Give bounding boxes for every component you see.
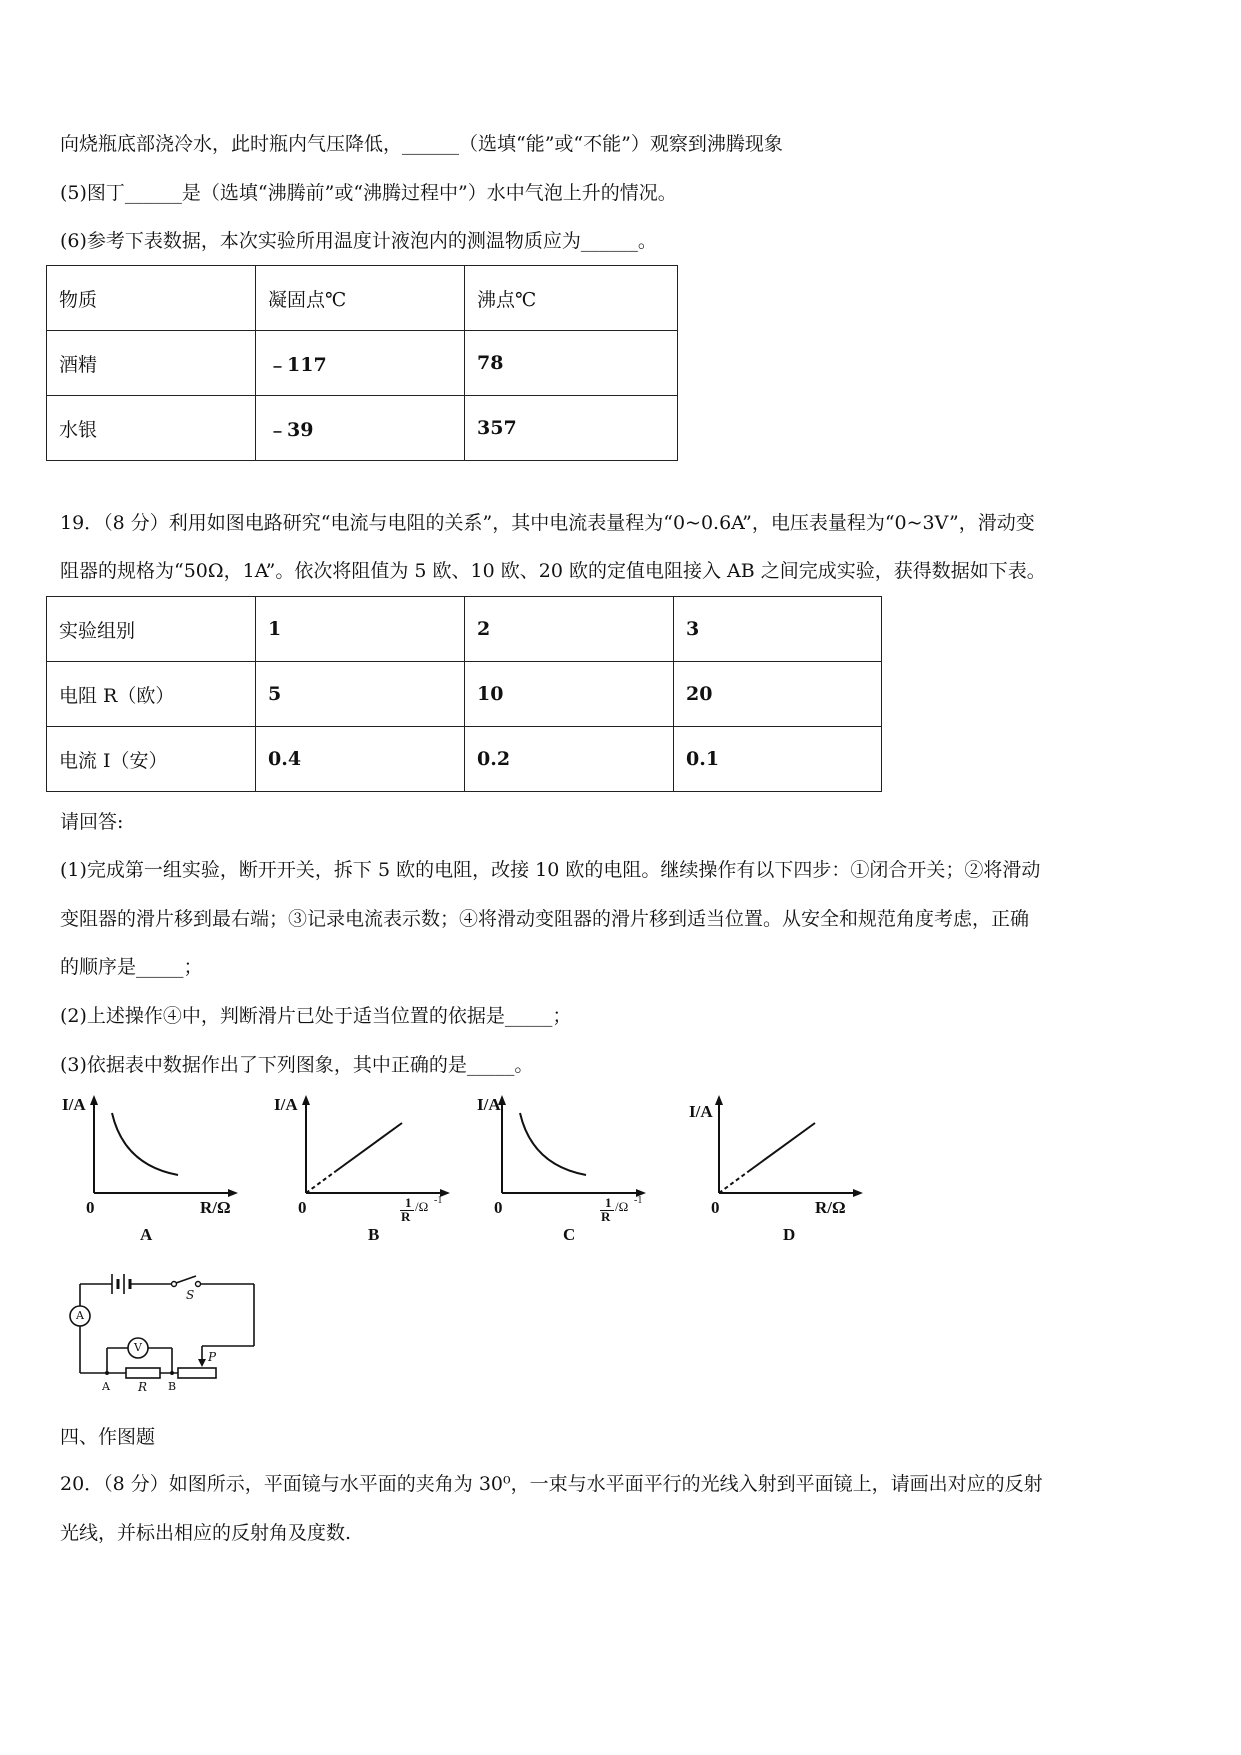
table-cell: 凝固点℃	[256, 266, 465, 331]
dashed-extension	[719, 1171, 749, 1193]
q18-line-2: (5)图丁______是（选填“沸腾前”或“沸腾过程中”）水中气泡上升的情况。	[60, 182, 677, 204]
part1-line-1: (1)完成第一组实验，断开开关，拆下 5 欧的电阻，改接 10 欧的电阻。继续操作有以下四步：①闭合开关；②将滑动	[60, 859, 1041, 881]
table-cell: 电阻 R（欧）	[47, 662, 256, 727]
resistor-label: R	[138, 1380, 148, 1394]
inverse-curve	[520, 1113, 586, 1175]
x-axis-fraction-den: R	[601, 1209, 611, 1224]
x-axis-label: R/Ω	[815, 1198, 846, 1217]
table-row	[47, 597, 882, 662]
substance-table	[46, 265, 678, 461]
graph-letter: D	[783, 1225, 796, 1244]
point-b-label: B	[168, 1380, 177, 1393]
x-axis-label: R/Ω	[200, 1198, 231, 1217]
graph-a-axes	[60, 1095, 250, 1205]
table-cell: ﹣39	[256, 396, 465, 461]
y-axis-label: I/A	[477, 1095, 501, 1114]
table-cell: 沸点℃	[465, 266, 678, 331]
table-cell: 0.4	[256, 727, 465, 792]
graph-b	[272, 1095, 462, 1245]
ammeter-label: A	[76, 1309, 84, 1322]
graph-letter: A	[140, 1225, 153, 1244]
answer-prompt: 请回答:	[60, 811, 124, 833]
table-cell: 实验组别	[47, 597, 256, 662]
q20-line-2: 光线，并标出相应的反射角及度数.	[60, 1522, 352, 1544]
x-axis-unit: /Ω	[615, 1199, 629, 1214]
part3-line: (3)依据表中数据作出了下列图象，其中正确的是_____。	[60, 1054, 534, 1076]
table-cell: 0.1	[674, 727, 882, 792]
x-axis-fraction-den: R	[401, 1209, 411, 1224]
rheostat	[178, 1368, 216, 1378]
graph-letter: B	[368, 1225, 380, 1244]
origin-label: 0	[298, 1198, 307, 1217]
x-axis-unit: /Ω	[415, 1199, 429, 1214]
table-row	[47, 396, 678, 461]
table-cell: 0.2	[465, 727, 674, 792]
table-cell: 物质	[47, 266, 256, 331]
voltmeter-label: V	[134, 1341, 142, 1354]
part2-line: (2)上述操作④中，判断滑片已处于适当位置的依据是_____；	[60, 1005, 572, 1027]
circuit-wires	[62, 1272, 262, 1402]
part1-line-2: 变阻器的滑片移到最右端；③记录电流表示数；④将滑动变阻器的滑片移到适当位置。从安全和规范角度考虑，正确	[60, 908, 1030, 930]
y-axis-label: I/A	[274, 1095, 298, 1114]
q18-line-3: (6)参考下表数据，本次实验所用温度计液泡内的测温物质应为______。	[60, 230, 657, 252]
x-axis-fraction-num: 1	[405, 1195, 412, 1210]
switch-label: S	[186, 1288, 195, 1302]
resistor	[126, 1368, 160, 1378]
table-cell: 电流 I（安）	[47, 727, 256, 792]
origin-label: 0	[711, 1198, 720, 1217]
switch-lever	[176, 1276, 196, 1283]
q19-line-1: 19．（8 分）利用如图电路研究“电流与电阻的关系”，其中电流表量程为“0~0.6A”，电压表量程为“0~3V”，滑动变	[60, 512, 1035, 534]
table-cell: 5	[256, 662, 465, 727]
y-axis-label: I/A	[689, 1102, 713, 1121]
dashed-extension	[306, 1171, 336, 1193]
table-row	[47, 266, 678, 331]
section-heading: 四、作图题	[60, 1426, 156, 1448]
origin-label: 0	[494, 1198, 503, 1217]
experiment-table	[46, 596, 882, 792]
part1-line-3: 的顺序是_____；	[60, 956, 203, 978]
q18-line-1: 向烧瓶底部浇冷水，此时瓶内气压降低，______（选填“能”或“不能”）观察到沸腾现象	[60, 133, 783, 155]
graph-letter: C	[563, 1225, 576, 1244]
table-row	[47, 662, 882, 727]
table-cell: 20	[674, 662, 882, 727]
graph-a	[60, 1095, 250, 1245]
inverse-curve	[112, 1113, 178, 1175]
table-cell: 10	[465, 662, 674, 727]
graph-b-axes	[272, 1095, 462, 1205]
point-a-label: A	[102, 1380, 110, 1393]
y-axis-label: I/A	[62, 1095, 86, 1114]
graph-d-axes	[685, 1095, 875, 1205]
slider-label: P	[208, 1350, 217, 1364]
origin-label: 0	[86, 1198, 95, 1217]
x-axis-exp: -1	[434, 1195, 443, 1206]
table-cell: 3	[674, 597, 882, 662]
table-row	[47, 331, 678, 396]
table-cell: ﹣117	[256, 331, 465, 396]
linear-line	[749, 1123, 815, 1171]
table-cell: 357	[465, 396, 678, 461]
table-row	[47, 727, 882, 792]
table-cell: 2	[465, 597, 674, 662]
table-cell: 1	[256, 597, 465, 662]
x-axis-exp: -1	[634, 1195, 643, 1206]
circuit-diagram	[62, 1272, 262, 1402]
q19-line-2: 阻器的规格为“50Ω，1A”。依次将阻值为 5 欧、10 欧、20 欧的定值电阻接入 AB 之间完成实验，获得数据如下表。	[60, 560, 1046, 582]
table-cell: 水银	[47, 396, 256, 461]
x-axis-fraction-num: 1	[605, 1195, 612, 1210]
table-cell: 78	[465, 331, 678, 396]
linear-line	[336, 1123, 402, 1171]
q20-line-1: 20．（8 分）如图所示，平面镜与水平面的夹角为 30⁰，一束与水平面平行的光线入射到平面镜上，请画出对应的反射	[60, 1473, 1043, 1495]
table-cell: 酒精	[47, 331, 256, 396]
graph-d	[685, 1095, 875, 1245]
graph-c	[468, 1095, 658, 1245]
